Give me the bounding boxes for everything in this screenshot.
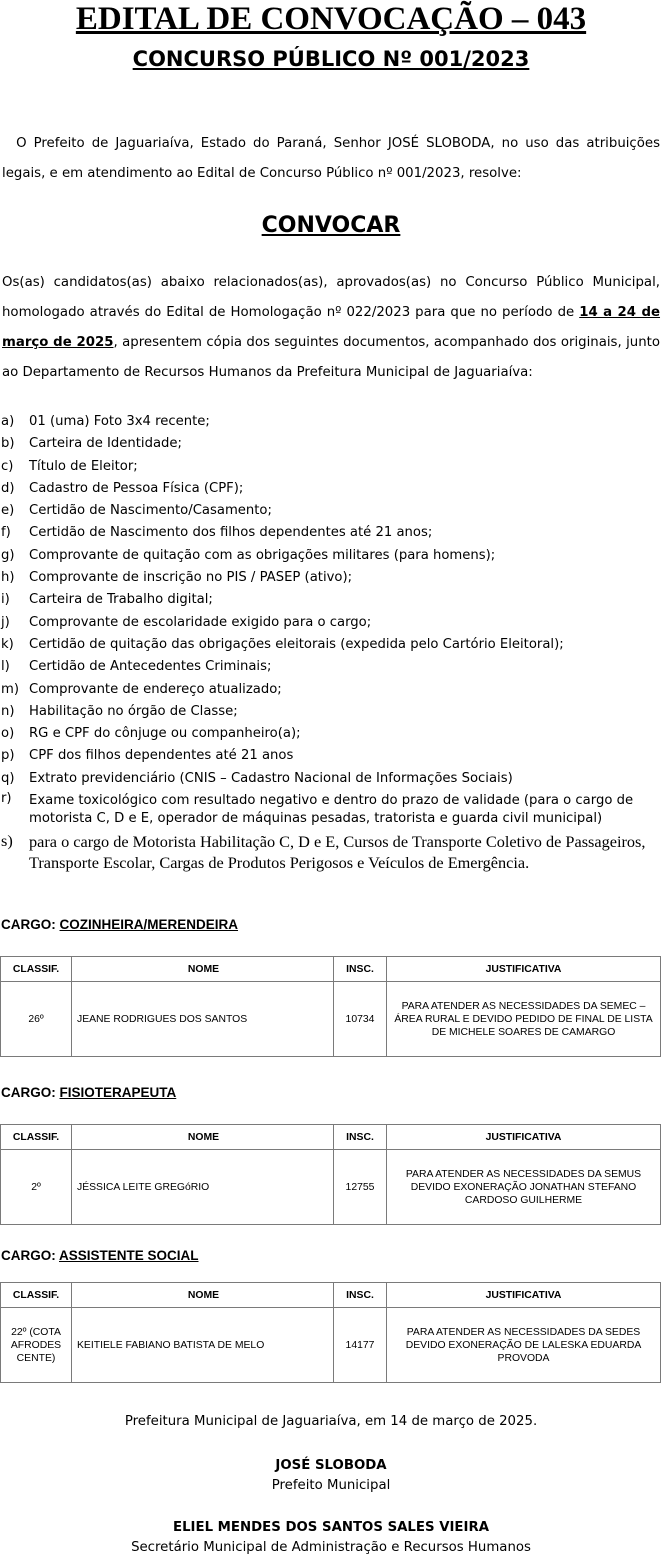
document-item — [0, 634, 662, 656]
item-marker: f) — [1, 525, 11, 541]
header-justificativa: JUSTIFICATIVA — [387, 957, 661, 982]
cell-nome: JEANE RODRIGUES DOS SANTOS — [72, 982, 334, 1057]
header-nome: NOME — [72, 1283, 334, 1308]
document-item — [0, 411, 662, 433]
item-marker: k) — [1, 636, 14, 652]
document-item — [0, 790, 662, 830]
cell-justificativa: PARA ATENDER AS NECESSIDADES DA SEDES DEVIDO EXONERAÇÃO DE LALESKA EDUARDA PROVODA — [387, 1308, 661, 1383]
item-marker: c) — [1, 458, 14, 474]
item-marker: i) — [1, 592, 10, 608]
item-text: Exame toxicológico com resultado negativo e dentro do prazo de validade (para o cargo de motorista C, D e E, operador de máquinas pesadas, tratorista e guarda civil municipal) — [29, 793, 634, 827]
edital-title: EDITAL DE CONVOCAÇÃO – 043 — [75, 1, 587, 37]
document-item — [0, 768, 662, 790]
place-date: Prefeitura Municipal de Jaguariaíva, em 14 de março de 2025. — [124, 1414, 538, 1429]
document-item — [0, 478, 662, 500]
item-text: Certidão de Nascimento/Casamento; — [29, 503, 272, 519]
header-classif: CLASSIF. — [1, 1283, 72, 1308]
item-marker: h) — [1, 570, 15, 586]
item-marker: s) — [1, 831, 13, 851]
item-text: Comprovante de endereço atualizado; — [29, 681, 282, 697]
item-marker: j) — [1, 614, 10, 630]
item-text: Comprovante de escolaridade exigido para o cargo; — [29, 614, 372, 630]
item-text: RG e CPF do cônjuge ou companheiro(a); — [29, 726, 301, 742]
item-marker: b) — [1, 436, 15, 452]
cell-classif: 22º (COTA AFRODES CENTE) — [1, 1308, 72, 1383]
item-text: Extrato previdenciário (CNIS – Cadastro Nacional de Informações Sociais) — [29, 770, 513, 786]
table-row — [1, 1308, 661, 1383]
item-text: 01 (uma) Foto 3x4 recente; — [29, 414, 210, 429]
cell-justificativa: PARA ATENDER AS NECESSIDADES DA SEMUS DEVIDO EXONERAÇÃO JONATHAN STEFANO CARDOSO GUILHERME — [387, 1150, 661, 1225]
item-text: para o cargo de Motorista Habilitação C, D e E, Cursos de Transporte Coletivo de Passageiros, Transporte Escolar, Cargas de Produtos Perigosos e Veículos de Emergência. — [29, 832, 646, 873]
item-text: Certidão de quitação das obrigações eleitorais (expedida pelo Cartório Eleitoral); — [29, 636, 564, 652]
header-insc: INSC. — [334, 1283, 387, 1308]
cell-classif: 2º — [1, 1150, 72, 1225]
table-header-row — [1, 957, 661, 982]
item-marker: l) — [1, 659, 10, 675]
cargo-heading: CARGO: FISIOTERAPEUTA — [1, 1085, 177, 1100]
header-justificativa: JUSTIFICATIVA — [387, 1283, 661, 1308]
item-text: Certidão de Antecedentes Criminais; — [29, 659, 272, 675]
item-text: Habilitação no órgão de Classe; — [29, 703, 238, 719]
document-item — [0, 745, 662, 767]
item-marker: n) — [1, 703, 15, 719]
cell-nome: KEITIELE FABIANO BATISTA DE MELO — [72, 1308, 334, 1383]
item-text: Comprovante de quitação com as obrigações militares (para homens); — [29, 547, 496, 563]
item-text: Certidão de Nascimento dos filhos dependentes até 21 anos; — [29, 525, 433, 541]
signer-name: JOSÉ SLOBODA — [275, 1458, 387, 1473]
concurso-subtitle: CONCURSO PÚBLICO Nº 001/2023 — [132, 47, 530, 71]
header-nome: NOME — [72, 957, 334, 982]
signer-name: ELIEL MENDES DOS SANTOS SALES VIEIRA — [172, 1520, 489, 1535]
header-justificativa: JUSTIFICATIVA — [387, 1125, 661, 1150]
item-marker: p) — [1, 748, 15, 764]
cell-nome: JÉSSICA LEITE GREGóRIO — [72, 1150, 334, 1225]
cell-insc: 10734 — [334, 982, 387, 1057]
table-row — [1, 1150, 661, 1225]
cell-insc: 12755 — [334, 1150, 387, 1225]
candidates-table — [0, 956, 661, 1057]
signer-role: Secretário Municipal de Administração e Recursos Humanos — [131, 1540, 531, 1555]
document-item — [0, 567, 662, 589]
header-classif: CLASSIF. — [1, 1125, 72, 1150]
header-insc: INSC. — [334, 1125, 387, 1150]
item-marker: g) — [1, 547, 15, 563]
item-text: Título de Eleitor; — [29, 458, 138, 474]
signer-role: Prefeito Municipal — [271, 1478, 391, 1493]
document-item — [0, 500, 662, 522]
cell-classif: 26º — [1, 982, 72, 1057]
document-item — [0, 723, 662, 745]
item-text: Carteira de Identidade; — [29, 436, 182, 452]
header-nome: NOME — [72, 1125, 334, 1150]
table-row — [1, 982, 661, 1057]
document-item — [0, 433, 662, 455]
item-marker: o) — [1, 726, 15, 742]
document-item — [0, 522, 662, 544]
item-text: Cadastro de Pessoa Física (CPF); — [29, 480, 244, 496]
item-marker: e) — [1, 503, 15, 519]
candidates-table — [0, 1124, 661, 1225]
document-item — [0, 701, 662, 723]
item-marker: d) — [1, 480, 15, 496]
document-item — [0, 612, 662, 634]
documents-list — [0, 411, 662, 873]
cargo-heading: CARGO: COZINHEIRA/MERENDEIRA — [1, 917, 239, 932]
document-item — [0, 456, 662, 478]
intro-paragraph: O Prefeito de Jaguariaíva, Estado do Paraná, Senhor JOSÉ SLOBODA, no uso das atribuições legais, e em atendimento ao Edital de Concurso Público nº 001/2023, resolve: — [2, 136, 660, 181]
table-header-row — [1, 1283, 661, 1308]
item-text: Carteira de Trabalho digital; — [29, 592, 213, 608]
item-marker: a) — [1, 414, 15, 429]
body-paragraph: Os(as) candidatos(as) abaixo relacionados(as), aprovados(as) no Concurso Público Municipal, homologado através do Edital de Homologação nº 022/2023 para que no período de 14 a 24 de março de 2025, apresentem cópia dos seguintes documentos, acompanhado dos originais, junto ao Departamento de Recursos Humanos da Prefeitura Municipal de Jaguariaíva: — [2, 275, 661, 380]
item-marker: r) — [1, 791, 12, 807]
header-classif: CLASSIF. — [1, 957, 72, 982]
candidates-table — [0, 1282, 661, 1383]
item-text: CPF dos filhos dependentes até 21 anos — [29, 748, 294, 764]
header-insc: INSC. — [334, 957, 387, 982]
document-item — [0, 679, 662, 701]
item-marker: q) — [1, 770, 15, 786]
cell-insc: 14177 — [334, 1308, 387, 1383]
cargo-heading: CARGO: ASSISTENTE SOCIAL — [1, 1248, 199, 1263]
item-marker: m) — [1, 681, 19, 697]
cell-justificativa: PARA ATENDER AS NECESSIDADES DA SEMEC – ÁREA RURAL E DEVIDO PEDIDO DE FINAL DE LISTA DE MICHELE SOARES DE CAMARGO — [387, 982, 661, 1057]
convocar-heading: CONVOCAR — [261, 213, 401, 238]
document-item — [0, 656, 662, 678]
item-text: Comprovante de inscrição no PIS / PASEP (ativo); — [29, 570, 353, 586]
period-highlight: 14 a 24 de março de 2025 — [2, 305, 661, 350]
document-item — [0, 830, 662, 873]
table-header-row — [1, 1125, 661, 1150]
document-item — [0, 589, 662, 611]
document-item — [0, 545, 662, 567]
